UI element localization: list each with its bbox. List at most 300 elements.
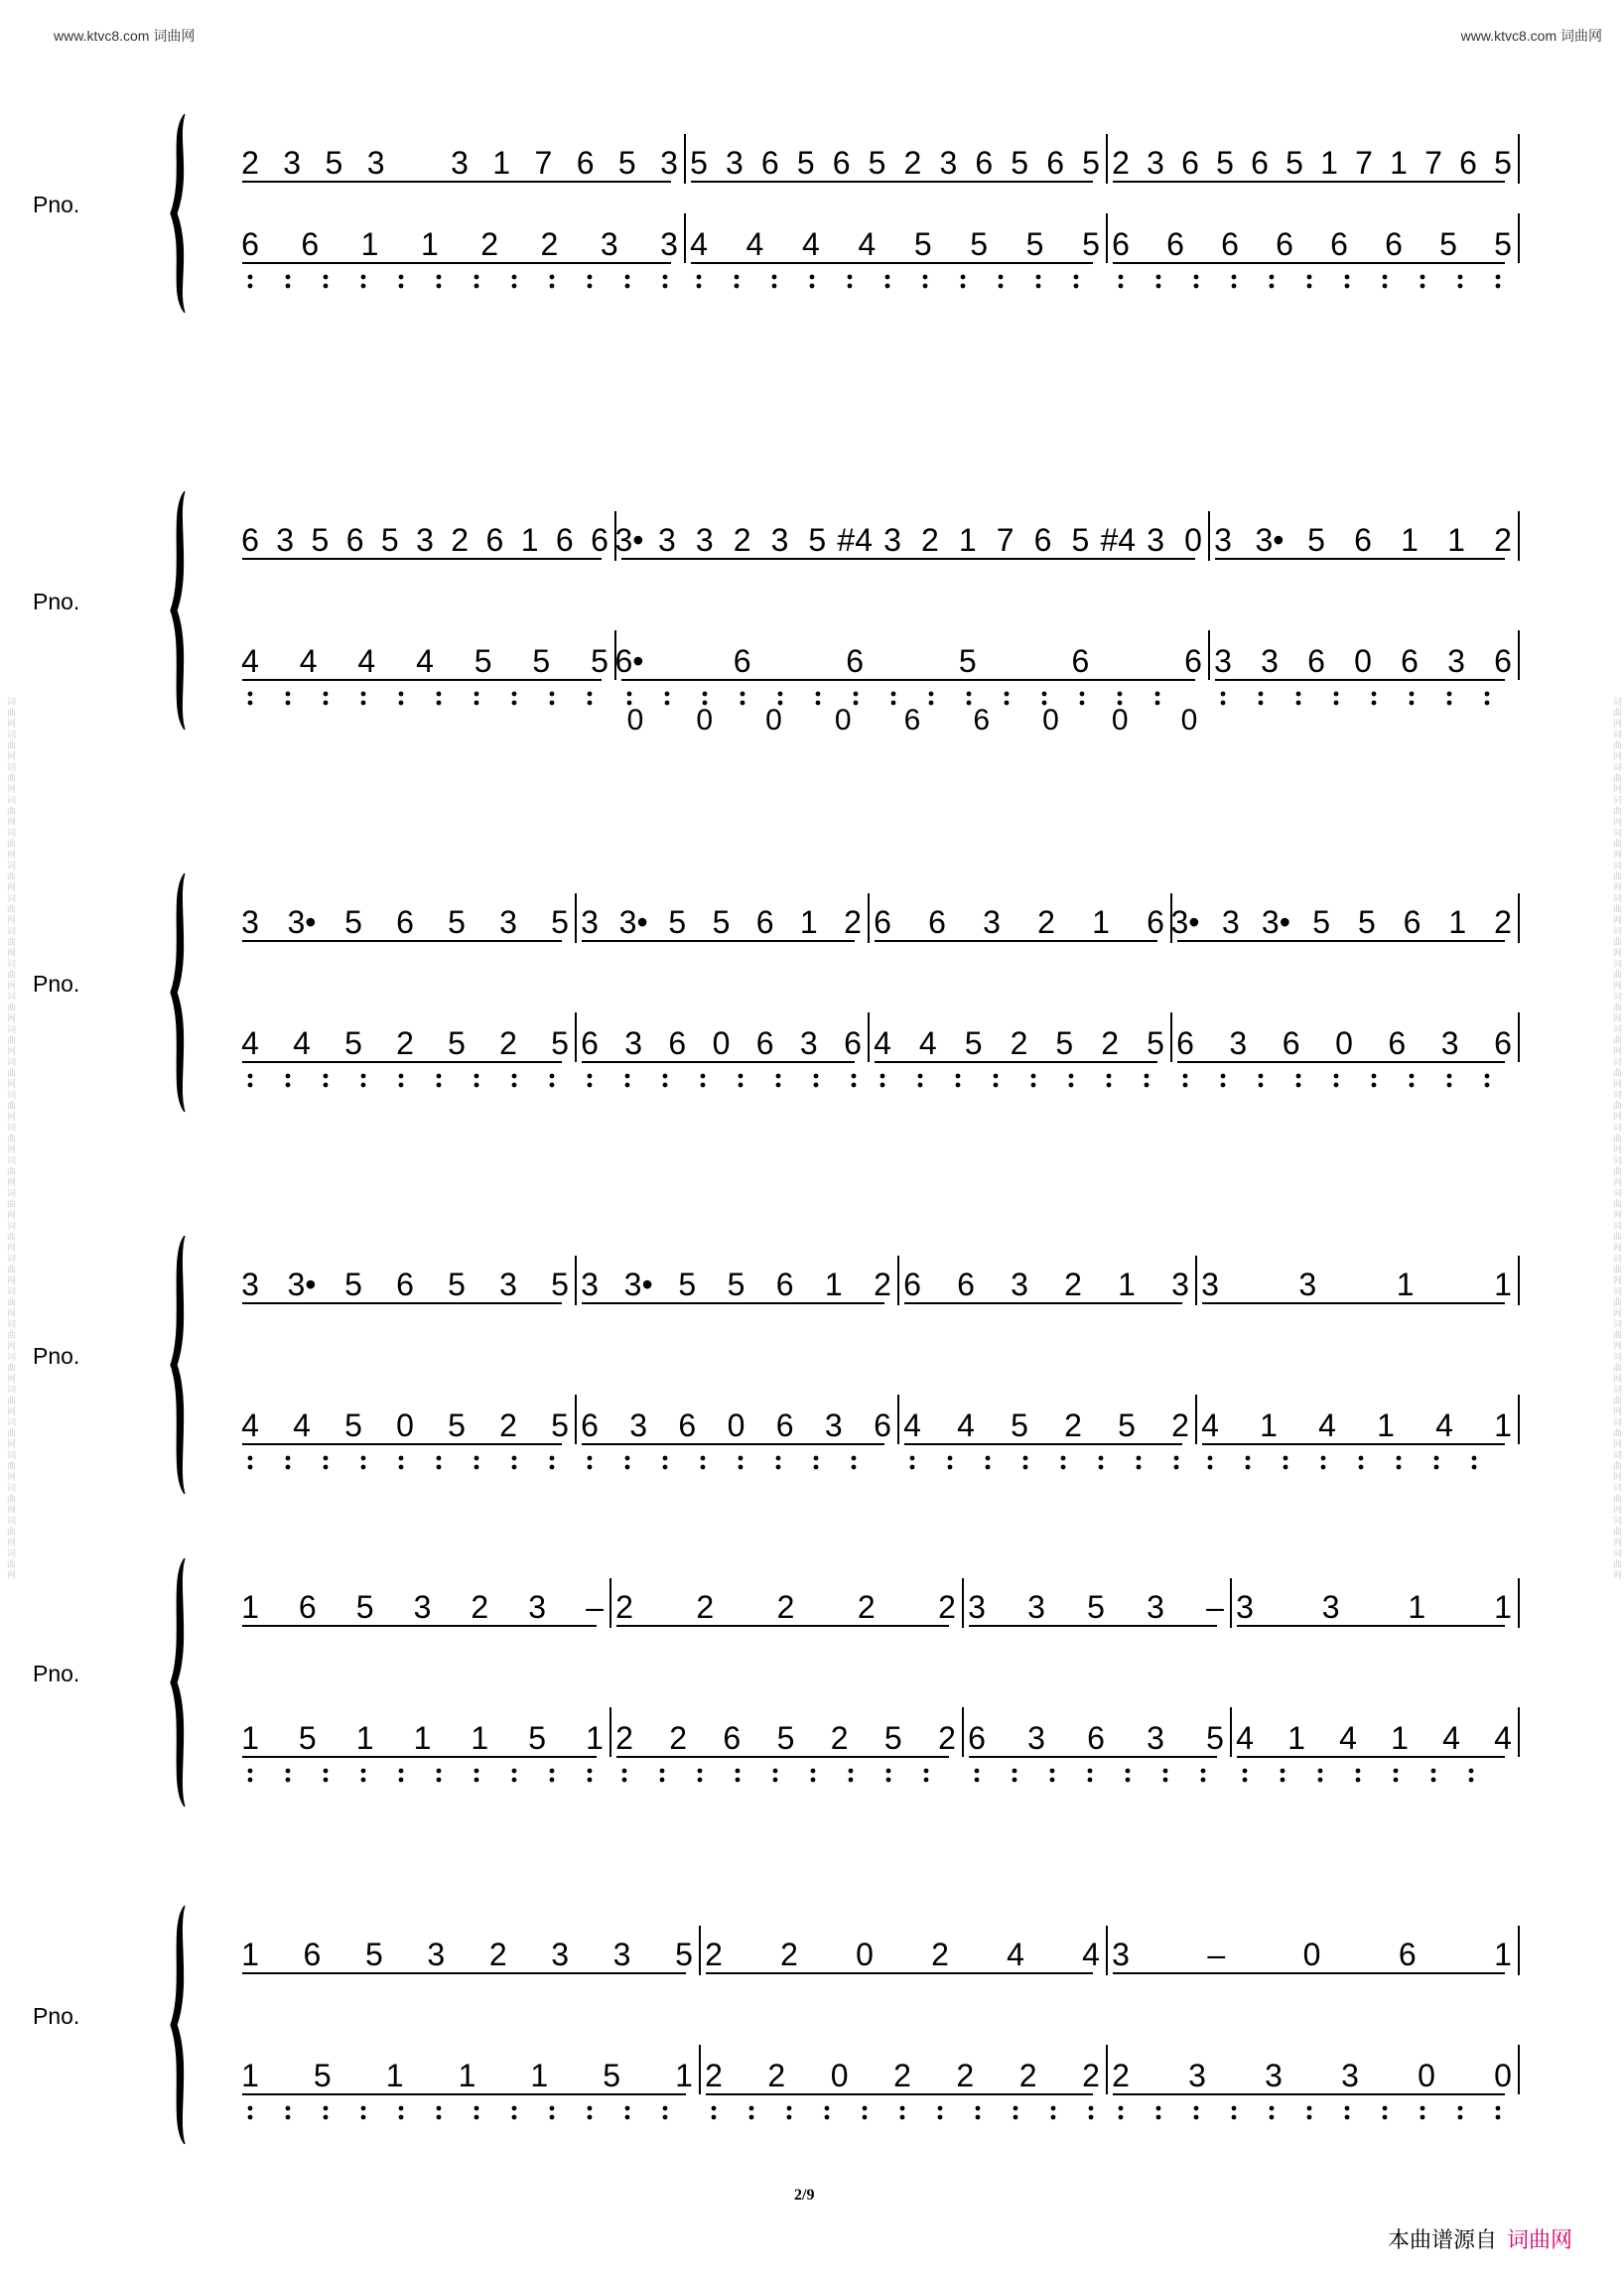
bass-note: 2 [705, 2058, 723, 2093]
treble-note: 2 [1494, 522, 1512, 558]
octave-dot [286, 1083, 291, 1088]
bass-note: 6 [1184, 643, 1202, 679]
octave-dot [848, 284, 853, 289]
octave-dot [437, 2106, 442, 2111]
bass-note: 6 [1282, 1025, 1300, 1061]
treble-note: 1 [799, 904, 818, 940]
octave-dot [1155, 692, 1160, 697]
octave-dot [1023, 1465, 1028, 1470]
bass-note: 0 [830, 2058, 849, 2093]
treble-note: 3 [413, 1589, 432, 1625]
treble-note: 3 [1011, 1267, 1028, 1302]
octave-dot [437, 284, 442, 289]
bass-note: 6 [755, 1025, 774, 1061]
octave-dot [512, 2106, 517, 2111]
octave-dot [735, 275, 740, 280]
treble-note: 2 [696, 1589, 715, 1625]
treble-note: 1 [1447, 522, 1465, 558]
bass-note: 1 [241, 1720, 259, 1756]
octave-dot [361, 2106, 366, 2111]
treble-note: 6 [1354, 522, 1372, 558]
bass-note: 6 [678, 1407, 697, 1443]
treble-note: 3 [499, 904, 517, 940]
octave-dot [1485, 701, 1490, 706]
treble-note: 3 [499, 1267, 517, 1302]
treble-note: 6 [760, 145, 779, 181]
octave-dot [776, 1074, 781, 1079]
octave-dot [1221, 692, 1226, 697]
system-brace [171, 1906, 185, 2144]
octave-dot [1372, 692, 1377, 697]
bass-note: 6 [668, 1025, 687, 1061]
treble-note: 5 [690, 145, 708, 181]
octave-dot [361, 275, 366, 280]
octave-dot [248, 1083, 253, 1088]
bass-note: 4 [416, 643, 434, 679]
treble-note: 2 [874, 1267, 891, 1302]
octave-dot [663, 1074, 668, 1079]
octave-dot [550, 1465, 555, 1470]
octave-dot [852, 1074, 857, 1079]
treble-note: 3 [528, 1589, 547, 1625]
bass-lower-note: 0 [1042, 704, 1059, 737]
treble-note: 5 [1307, 522, 1325, 558]
octave-dot [1013, 1778, 1017, 1783]
treble-note: 6 [874, 904, 891, 940]
treble-note: 5 [678, 1267, 697, 1302]
bass-note: 6 [846, 643, 865, 679]
system-brace [171, 873, 185, 1112]
treble-note: 3• [1255, 522, 1285, 558]
octave-dot [967, 692, 972, 697]
octave-dot [854, 701, 859, 706]
treble-note: 2 [1064, 1267, 1082, 1302]
bass-lower-note: 0 [626, 704, 644, 737]
octave-dot [880, 1074, 885, 1079]
octave-dot [361, 1074, 366, 1079]
treble-note: 3 [968, 1589, 986, 1625]
treble-note: 3 [451, 145, 469, 181]
system-brace [171, 491, 185, 730]
octave-dot [324, 1083, 329, 1088]
octave-dot [588, 1465, 593, 1470]
octave-dot [891, 692, 896, 697]
treble-note: 3 [612, 1937, 631, 1972]
treble-note: 5 [1071, 522, 1090, 558]
instrument-label: Pno. [33, 1661, 80, 1686]
octave-dot [1458, 2115, 1463, 2120]
octave-dot [1421, 275, 1425, 280]
bass-lower-note: 6 [973, 704, 991, 737]
octave-dot [399, 692, 404, 697]
treble-note: 3 [695, 522, 714, 558]
octave-dot [1156, 275, 1161, 280]
octave-dot [1031, 1074, 1036, 1079]
octave-dot [625, 2106, 630, 2111]
octave-dot [1410, 692, 1415, 697]
treble-note: 7 [996, 522, 1015, 558]
treble-note: 1 [1092, 904, 1110, 940]
treble-note: 1 [1494, 1589, 1512, 1625]
bass-note: 2 [1064, 1407, 1082, 1443]
treble-note: 5 [1357, 904, 1376, 940]
octave-dot [1383, 2115, 1388, 2120]
octave-dot [550, 1769, 555, 1774]
treble-note: 5 [712, 904, 731, 940]
treble-note: 5 [364, 1937, 383, 1972]
octave-dot [1243, 1778, 1248, 1783]
octave-dot [1013, 1769, 1017, 1774]
treble-note: 6 [775, 1267, 794, 1302]
octave-dot [698, 1769, 703, 1774]
bass-note: 2 [1010, 1025, 1028, 1061]
score-system [0, 1196, 1624, 1514]
bass-note: 6 [301, 226, 320, 262]
octave-dot [1259, 1074, 1264, 1079]
octave-dot [1307, 284, 1312, 289]
treble-note: 2 [705, 1937, 723, 1972]
bass-note: 3 [1265, 2058, 1283, 2093]
octave-dot [1259, 701, 1264, 706]
system-brace [171, 1558, 185, 1807]
octave-dot [1496, 284, 1501, 289]
octave-dot [910, 1456, 915, 1461]
octave-dot [948, 1465, 953, 1470]
treble-note: 6 [1459, 145, 1477, 181]
treble-note: 3 [983, 904, 1001, 940]
treble-note: 5 [1286, 145, 1303, 181]
treble-note: 5 [796, 145, 815, 181]
octave-dot [1232, 284, 1237, 289]
treble-note: 3• [287, 1267, 317, 1302]
bass-note: 4 [903, 1407, 921, 1443]
bass-note: 5 [1011, 1407, 1028, 1443]
octave-dot [361, 284, 366, 289]
bass-note: 4 [1236, 1720, 1254, 1756]
octave-dot [1163, 1778, 1168, 1783]
octave-dot [665, 692, 670, 697]
system-notation [0, 74, 1624, 333]
octave-dot [886, 1778, 891, 1783]
octave-dot [324, 275, 329, 280]
octave-dot [399, 1465, 404, 1470]
treble-note: 3 [883, 522, 901, 558]
octave-dot [248, 2115, 253, 2120]
bass-note: 5 [776, 1720, 795, 1756]
octave-dot [1107, 1083, 1112, 1088]
bass-note: 2 [1018, 2058, 1037, 2093]
octave-dot [778, 692, 783, 697]
bass-note: 3 [1447, 643, 1465, 679]
octave-dot [929, 692, 934, 697]
bass-note: 5 [448, 1407, 466, 1443]
octave-dot [1069, 1074, 1074, 1079]
octave-dot [286, 275, 291, 280]
treble-note: 5 [617, 145, 636, 181]
octave-dot [811, 1778, 816, 1783]
octave-dot [1383, 284, 1388, 289]
octave-dot [1421, 2115, 1425, 2120]
octave-dot [512, 1769, 517, 1774]
octave-dot [1447, 1074, 1452, 1079]
octave-dot [772, 284, 777, 289]
octave-dot [1221, 701, 1226, 706]
bass-note: 5 [964, 1025, 983, 1061]
octave-dot [324, 692, 329, 697]
bass-note: 5 [1206, 1720, 1224, 1756]
octave-dot [1410, 1074, 1415, 1079]
octave-dot [1447, 701, 1452, 706]
bass-note: 0 [1418, 2058, 1435, 2093]
octave-dot [399, 275, 404, 280]
treble-note: 1 [1396, 1267, 1415, 1302]
octave-dot [1431, 1778, 1436, 1783]
octave-dot [1383, 2106, 1388, 2111]
octave-dot [1431, 1769, 1436, 1774]
octave-dot [1394, 1778, 1399, 1783]
octave-dot [816, 692, 821, 697]
octave-dot [1270, 2106, 1275, 2111]
bass-note: 5 [883, 1720, 902, 1756]
bass-note: 4 [241, 643, 259, 679]
octave-dot [975, 1778, 980, 1783]
octave-dot [474, 284, 479, 289]
octave-dot [1036, 284, 1041, 289]
bass-note: 4 [874, 1025, 891, 1061]
octave-dot [1434, 1465, 1439, 1470]
system-notation [0, 834, 1624, 1132]
bass-note: 4 [1339, 1720, 1357, 1756]
octave-dot [701, 1456, 706, 1461]
treble-note: 3 [726, 145, 744, 181]
bass-note: 6 [241, 226, 259, 262]
octave-dot [512, 284, 517, 289]
bass-note: 0 [1335, 1025, 1353, 1061]
bass-note: 6 [733, 643, 751, 679]
octave-dot [437, 1778, 442, 1783]
bass-note: 5 [970, 226, 989, 262]
octave-dot [701, 1074, 706, 1079]
octave-dot [1318, 1778, 1323, 1783]
octave-dot [1345, 275, 1350, 280]
treble-note: 6 [957, 1267, 975, 1302]
octave-dot [1201, 1778, 1206, 1783]
treble-note: 2 [857, 1589, 876, 1625]
treble-note: 6 [298, 1589, 317, 1625]
octave-dot [854, 692, 859, 697]
treble-note: 5 [727, 1267, 745, 1302]
bass-note: 6 [1330, 226, 1348, 262]
bass-note: 0 [396, 1407, 414, 1443]
octave-dot [1061, 1456, 1066, 1461]
bass-note: 2 [893, 2058, 911, 2093]
bass-note: 6 [581, 1407, 599, 1443]
octave-dot [663, 1083, 668, 1088]
bass-note: 4 [241, 1407, 259, 1443]
octave-dot [437, 1074, 442, 1079]
bass-note: 6 [1388, 1025, 1407, 1061]
octave-dot [1137, 1465, 1142, 1470]
octave-dot [286, 692, 291, 697]
octave-dot [1307, 275, 1312, 280]
octave-dot [948, 1456, 953, 1461]
treble-note: 2 [844, 904, 862, 940]
octave-dot [625, 1465, 630, 1470]
octave-dot [1183, 1083, 1188, 1088]
bass-note: 6 [1385, 226, 1403, 262]
octave-dot [248, 284, 253, 289]
octave-dot [1421, 284, 1425, 289]
treble-note: 5 [668, 904, 687, 940]
treble-note: 6 [755, 904, 774, 940]
bass-note: 6 [1071, 643, 1090, 679]
treble-note: – [1206, 1589, 1224, 1625]
octave-dot [849, 1769, 854, 1774]
treble-note: 5 [551, 1267, 569, 1302]
octave-dot [1469, 1778, 1474, 1783]
treble-note: 5 [344, 904, 362, 940]
treble-note: 2 [938, 1589, 956, 1625]
score-system [0, 1519, 1624, 1826]
octave-dot [863, 2106, 868, 2111]
octave-dot [474, 692, 479, 697]
octave-dot [986, 1456, 991, 1461]
bass-note: 1 [360, 226, 379, 262]
octave-dot [999, 284, 1004, 289]
octave-dot [1156, 284, 1161, 289]
octave-dot [739, 1456, 744, 1461]
bass-note: 6 [1401, 643, 1419, 679]
octave-dot [248, 1456, 253, 1461]
bass-note: 5 [298, 1720, 317, 1756]
treble-note: 2 [903, 145, 922, 181]
bass-note: 6 [844, 1025, 862, 1061]
bass-note: 5 [344, 1407, 362, 1443]
bass-note: 3 [600, 226, 618, 262]
octave-dot [1201, 1769, 1206, 1774]
bass-note: 1 [355, 1720, 374, 1756]
octave-dot [1088, 1778, 1093, 1783]
treble-note: 3 [1201, 1267, 1219, 1302]
treble-note: 6 [1398, 1937, 1417, 1972]
octave-dot [929, 701, 934, 706]
octave-dot [437, 2115, 442, 2120]
octave-dot [622, 1769, 627, 1774]
treble-note: 3 [1147, 522, 1165, 558]
octave-dot [399, 2115, 404, 2120]
octave-dot [1232, 275, 1237, 280]
octave-dot [550, 1083, 555, 1088]
source-credit [1388, 2223, 1572, 2254]
octave-dot [588, 692, 593, 697]
octave-dot [1089, 2106, 1094, 2111]
octave-dot [956, 1074, 961, 1079]
octave-dot [1155, 701, 1160, 706]
octave-dot [1005, 692, 1010, 697]
octave-dot [848, 275, 853, 280]
octave-dot [1074, 284, 1079, 289]
bass-note: 1 [1391, 1720, 1409, 1756]
system-notation [0, 1519, 1624, 1826]
bass-note: 0 [1354, 643, 1372, 679]
octave-dot [1126, 1778, 1131, 1783]
octave-dot [1284, 1465, 1288, 1470]
treble-note: 6 [832, 145, 851, 181]
octave-dot [923, 284, 928, 289]
octave-dot [961, 275, 966, 280]
octave-dot [361, 2115, 366, 2120]
octave-dot [588, 2115, 593, 2120]
octave-dot [437, 1083, 442, 1088]
octave-dot [1296, 1083, 1301, 1088]
octave-dot [625, 275, 630, 280]
octave-dot [550, 1456, 555, 1461]
octave-dot [399, 2106, 404, 2111]
octave-dot [1183, 1074, 1188, 1079]
bass-note: 5 [913, 226, 932, 262]
treble-note: 1 [241, 1937, 259, 1972]
octave-dot [1080, 692, 1085, 697]
octave-dot [1036, 275, 1041, 280]
octave-dot [776, 1465, 781, 1470]
octave-dot [248, 1465, 253, 1470]
treble-note: 2 [921, 522, 939, 558]
bass-note: 2 [1171, 1407, 1189, 1443]
octave-dot [956, 1083, 961, 1088]
octave-dot [1458, 275, 1463, 280]
bass-note: 5 [344, 1025, 362, 1061]
octave-dot [736, 1778, 741, 1783]
octave-dot [399, 1074, 404, 1079]
bass-note: 2 [1101, 1025, 1120, 1061]
bass-note: 4 [293, 1407, 311, 1443]
bass-note: 3 [629, 1407, 648, 1443]
octave-dot [248, 692, 253, 697]
octave-dot [924, 1769, 929, 1774]
octave-dot [976, 2115, 981, 2120]
bass-note: 2 [1112, 2058, 1130, 2093]
treble-note: 5 [344, 1267, 362, 1302]
treble-note: 4 [1007, 1937, 1024, 1972]
octave-dot [1074, 275, 1079, 280]
treble-note: – [586, 1589, 604, 1625]
octave-dot [814, 1456, 819, 1461]
bass-note: 2 [830, 1720, 849, 1756]
treble-note: #4 [837, 522, 873, 558]
octave-dot [1270, 2115, 1275, 2120]
octave-dot [512, 701, 517, 706]
bass-lower-note: 6 [903, 704, 921, 737]
bass-lower-note: 0 [1180, 704, 1198, 737]
octave-dot [512, 1456, 517, 1461]
treble-note: 2 [1037, 904, 1055, 940]
octave-dot [1345, 284, 1350, 289]
bass-note: 4 [299, 643, 318, 679]
treble-note: 3 [1221, 904, 1240, 940]
octave-dot [324, 701, 329, 706]
octave-dot [474, 275, 479, 280]
treble-note: 1 [1494, 1937, 1512, 1972]
bass-note: 5 [313, 2058, 332, 2093]
octave-dot [1099, 1465, 1104, 1470]
octave-dot [550, 692, 555, 697]
octave-dot [825, 2115, 830, 2120]
octave-dot [324, 1769, 329, 1774]
bass-note: 1 [1287, 1720, 1305, 1756]
bass-note: 6 [1166, 226, 1184, 262]
octave-dot [885, 284, 890, 289]
octave-dot [918, 1074, 923, 1079]
